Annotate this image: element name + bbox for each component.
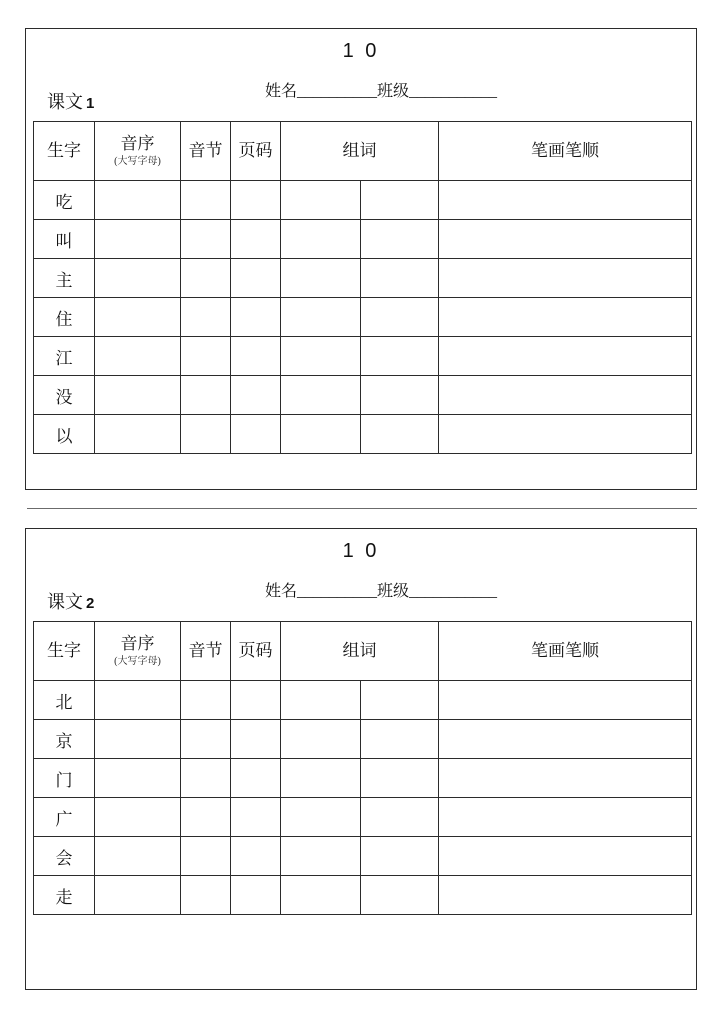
column-header-initial-sublabel: (大写字母) — [114, 656, 161, 668]
cell-word-2[interactable] — [361, 220, 439, 259]
cell-word-1[interactable] — [281, 337, 361, 376]
table-header-row — [34, 622, 692, 681]
cell-character: 住 — [34, 298, 95, 337]
cell-initial[interactable] — [95, 181, 181, 220]
worksheet-section-2 — [25, 528, 697, 990]
lesson-number-2: 1 0 — [342, 540, 380, 562]
cell-initial[interactable] — [95, 259, 181, 298]
cell-character: 以 — [34, 415, 95, 454]
cell-character: 北 — [34, 681, 95, 720]
table-header-1 — [34, 122, 692, 181]
table-body-1 — [34, 181, 692, 454]
cell-syllable[interactable] — [181, 298, 231, 337]
column-header-words: 组词 — [281, 122, 439, 181]
table-row — [34, 837, 692, 876]
table-row — [34, 259, 692, 298]
section-content-1 — [26, 29, 696, 489]
cell-page[interactable] — [231, 798, 281, 837]
cell-word-2[interactable] — [361, 837, 439, 876]
table-row — [34, 298, 692, 337]
cell-initial[interactable] — [95, 298, 181, 337]
cell-page[interactable] — [231, 220, 281, 259]
cell-word-2[interactable] — [361, 759, 439, 798]
character-table-1 — [33, 121, 692, 454]
column-header-syllable: 音节 — [181, 122, 231, 181]
cell-page[interactable] — [231, 681, 281, 720]
cell-syllable[interactable] — [181, 181, 231, 220]
cell-word-2[interactable] — [361, 876, 439, 915]
cell-strokes[interactable] — [439, 876, 692, 915]
cell-strokes[interactable] — [439, 181, 692, 220]
cell-character: 江 — [34, 337, 95, 376]
cell-strokes[interactable] — [439, 681, 692, 720]
worksheet-section-1 — [25, 28, 697, 490]
table-body-2 — [34, 681, 692, 915]
table-row — [34, 876, 692, 915]
lesson-number-1: 1 0 — [342, 40, 380, 62]
table-row — [34, 681, 692, 720]
cell-word-1[interactable] — [281, 759, 361, 798]
section-header-1 — [33, 35, 689, 121]
cell-character: 主 — [34, 259, 95, 298]
cell-syllable[interactable] — [181, 681, 231, 720]
cell-page[interactable] — [231, 181, 281, 220]
cell-character: 走 — [34, 876, 95, 915]
table-row — [34, 720, 692, 759]
cell-strokes[interactable] — [439, 798, 692, 837]
cell-word-2[interactable] — [361, 798, 439, 837]
cell-syllable[interactable] — [181, 376, 231, 415]
column-header-syllable: 音节 — [181, 622, 231, 681]
cell-syllable[interactable] — [181, 415, 231, 454]
cell-strokes[interactable] — [439, 298, 692, 337]
cell-strokes[interactable] — [439, 720, 692, 759]
column-header-initial-sublabel: (大写字母) — [114, 156, 161, 168]
cell-page[interactable] — [231, 876, 281, 915]
cell-word-2[interactable] — [361, 259, 439, 298]
cell-word-1[interactable] — [281, 681, 361, 720]
cell-syllable[interactable] — [181, 876, 231, 915]
cell-strokes[interactable] — [439, 837, 692, 876]
cell-initial[interactable] — [95, 876, 181, 915]
lesson-label-2 — [47, 593, 94, 611]
lesson-label-text-1: 课文 — [47, 92, 83, 112]
cell-word-2[interactable] — [361, 376, 439, 415]
column-header-page: 页码 — [231, 622, 281, 681]
cell-character: 京 — [34, 720, 95, 759]
name-class-line-1: 姓名__________班级___________ — [264, 83, 497, 100]
cell-word-1[interactable] — [281, 720, 361, 759]
cell-character: 吃 — [34, 181, 95, 220]
column-header-words: 组词 — [281, 622, 439, 681]
cell-page[interactable] — [231, 298, 281, 337]
cell-syllable[interactable] — [181, 837, 231, 876]
cell-strokes[interactable] — [439, 759, 692, 798]
cell-character: 广 — [34, 798, 95, 837]
cell-strokes[interactable] — [439, 415, 692, 454]
cell-character: 叫 — [34, 220, 95, 259]
lesson-label-1 — [47, 93, 94, 111]
section-content-2 — [26, 529, 696, 989]
cell-initial[interactable] — [95, 759, 181, 798]
cell-character: 会 — [34, 837, 95, 876]
column-header-initial — [95, 122, 181, 181]
cell-word-1[interactable] — [281, 298, 361, 337]
cell-word-2[interactable] — [361, 181, 439, 220]
column-header-initial — [95, 622, 181, 681]
cell-initial[interactable] — [95, 720, 181, 759]
cell-word-1[interactable] — [281, 376, 361, 415]
cell-word-1[interactable] — [281, 837, 361, 876]
cell-strokes[interactable] — [439, 376, 692, 415]
cell-initial[interactable] — [95, 798, 181, 837]
cell-syllable[interactable] — [181, 220, 231, 259]
table-row — [34, 759, 692, 798]
cell-initial[interactable] — [95, 837, 181, 876]
cell-initial[interactable] — [95, 337, 181, 376]
cell-character: 没 — [34, 376, 95, 415]
lesson-label-number-1: 1 — [86, 95, 95, 112]
cell-page[interactable] — [231, 415, 281, 454]
cell-initial[interactable] — [95, 376, 181, 415]
cell-initial[interactable] — [95, 681, 181, 720]
column-header-strokes: 笔画笔顺 — [439, 122, 692, 181]
cell-initial[interactable] — [95, 220, 181, 259]
column-header-strokes: 笔画笔顺 — [439, 622, 692, 681]
character-table-2 — [33, 621, 692, 915]
cell-word-1[interactable] — [281, 876, 361, 915]
cell-character: 门 — [34, 759, 95, 798]
cell-initial[interactable] — [95, 415, 181, 454]
lesson-label-text-2: 课文 — [47, 592, 83, 612]
cell-word-1[interactable] — [281, 798, 361, 837]
table-row — [34, 376, 692, 415]
lesson-label-number-2: 2 — [86, 595, 95, 612]
cell-word-2[interactable] — [361, 337, 439, 376]
cell-word-1[interactable] — [281, 181, 361, 220]
cell-word-1[interactable] — [281, 220, 361, 259]
section-header-2 — [33, 535, 689, 621]
cell-syllable[interactable] — [181, 759, 231, 798]
column-header-initial-label: 音序 — [120, 133, 155, 153]
table-row — [34, 181, 692, 220]
cell-page[interactable] — [231, 720, 281, 759]
cell-word-2[interactable] — [361, 681, 439, 720]
cell-page[interactable] — [231, 376, 281, 415]
column-header-initial-label: 音序 — [120, 633, 155, 653]
cell-word-1[interactable] — [281, 415, 361, 454]
table-row — [34, 415, 692, 454]
table-row — [34, 220, 692, 259]
cell-page[interactable] — [231, 837, 281, 876]
cell-strokes[interactable] — [439, 220, 692, 259]
cell-syllable[interactable] — [181, 798, 231, 837]
cell-word-1[interactable] — [281, 259, 361, 298]
name-class-line-2: 姓名__________班级___________ — [264, 583, 497, 600]
cell-strokes[interactable] — [439, 259, 692, 298]
cell-page[interactable] — [231, 759, 281, 798]
table-row — [34, 337, 692, 376]
table-header-2 — [34, 622, 692, 681]
cell-page[interactable] — [231, 259, 281, 298]
cell-syllable[interactable] — [181, 720, 231, 759]
column-header-character: 生字 — [34, 122, 95, 181]
cell-word-2[interactable] — [361, 415, 439, 454]
cell-syllable[interactable] — [181, 337, 231, 376]
cell-syllable[interactable] — [181, 259, 231, 298]
column-header-character: 生字 — [34, 622, 95, 681]
cell-page[interactable] — [231, 337, 281, 376]
column-header-page: 页码 — [231, 122, 281, 181]
cell-strokes[interactable] — [439, 337, 692, 376]
table-header-row — [34, 122, 692, 181]
cell-word-2[interactable] — [361, 298, 439, 337]
cell-word-2[interactable] — [361, 720, 439, 759]
section-separator — [27, 508, 697, 509]
table-row — [34, 798, 692, 837]
